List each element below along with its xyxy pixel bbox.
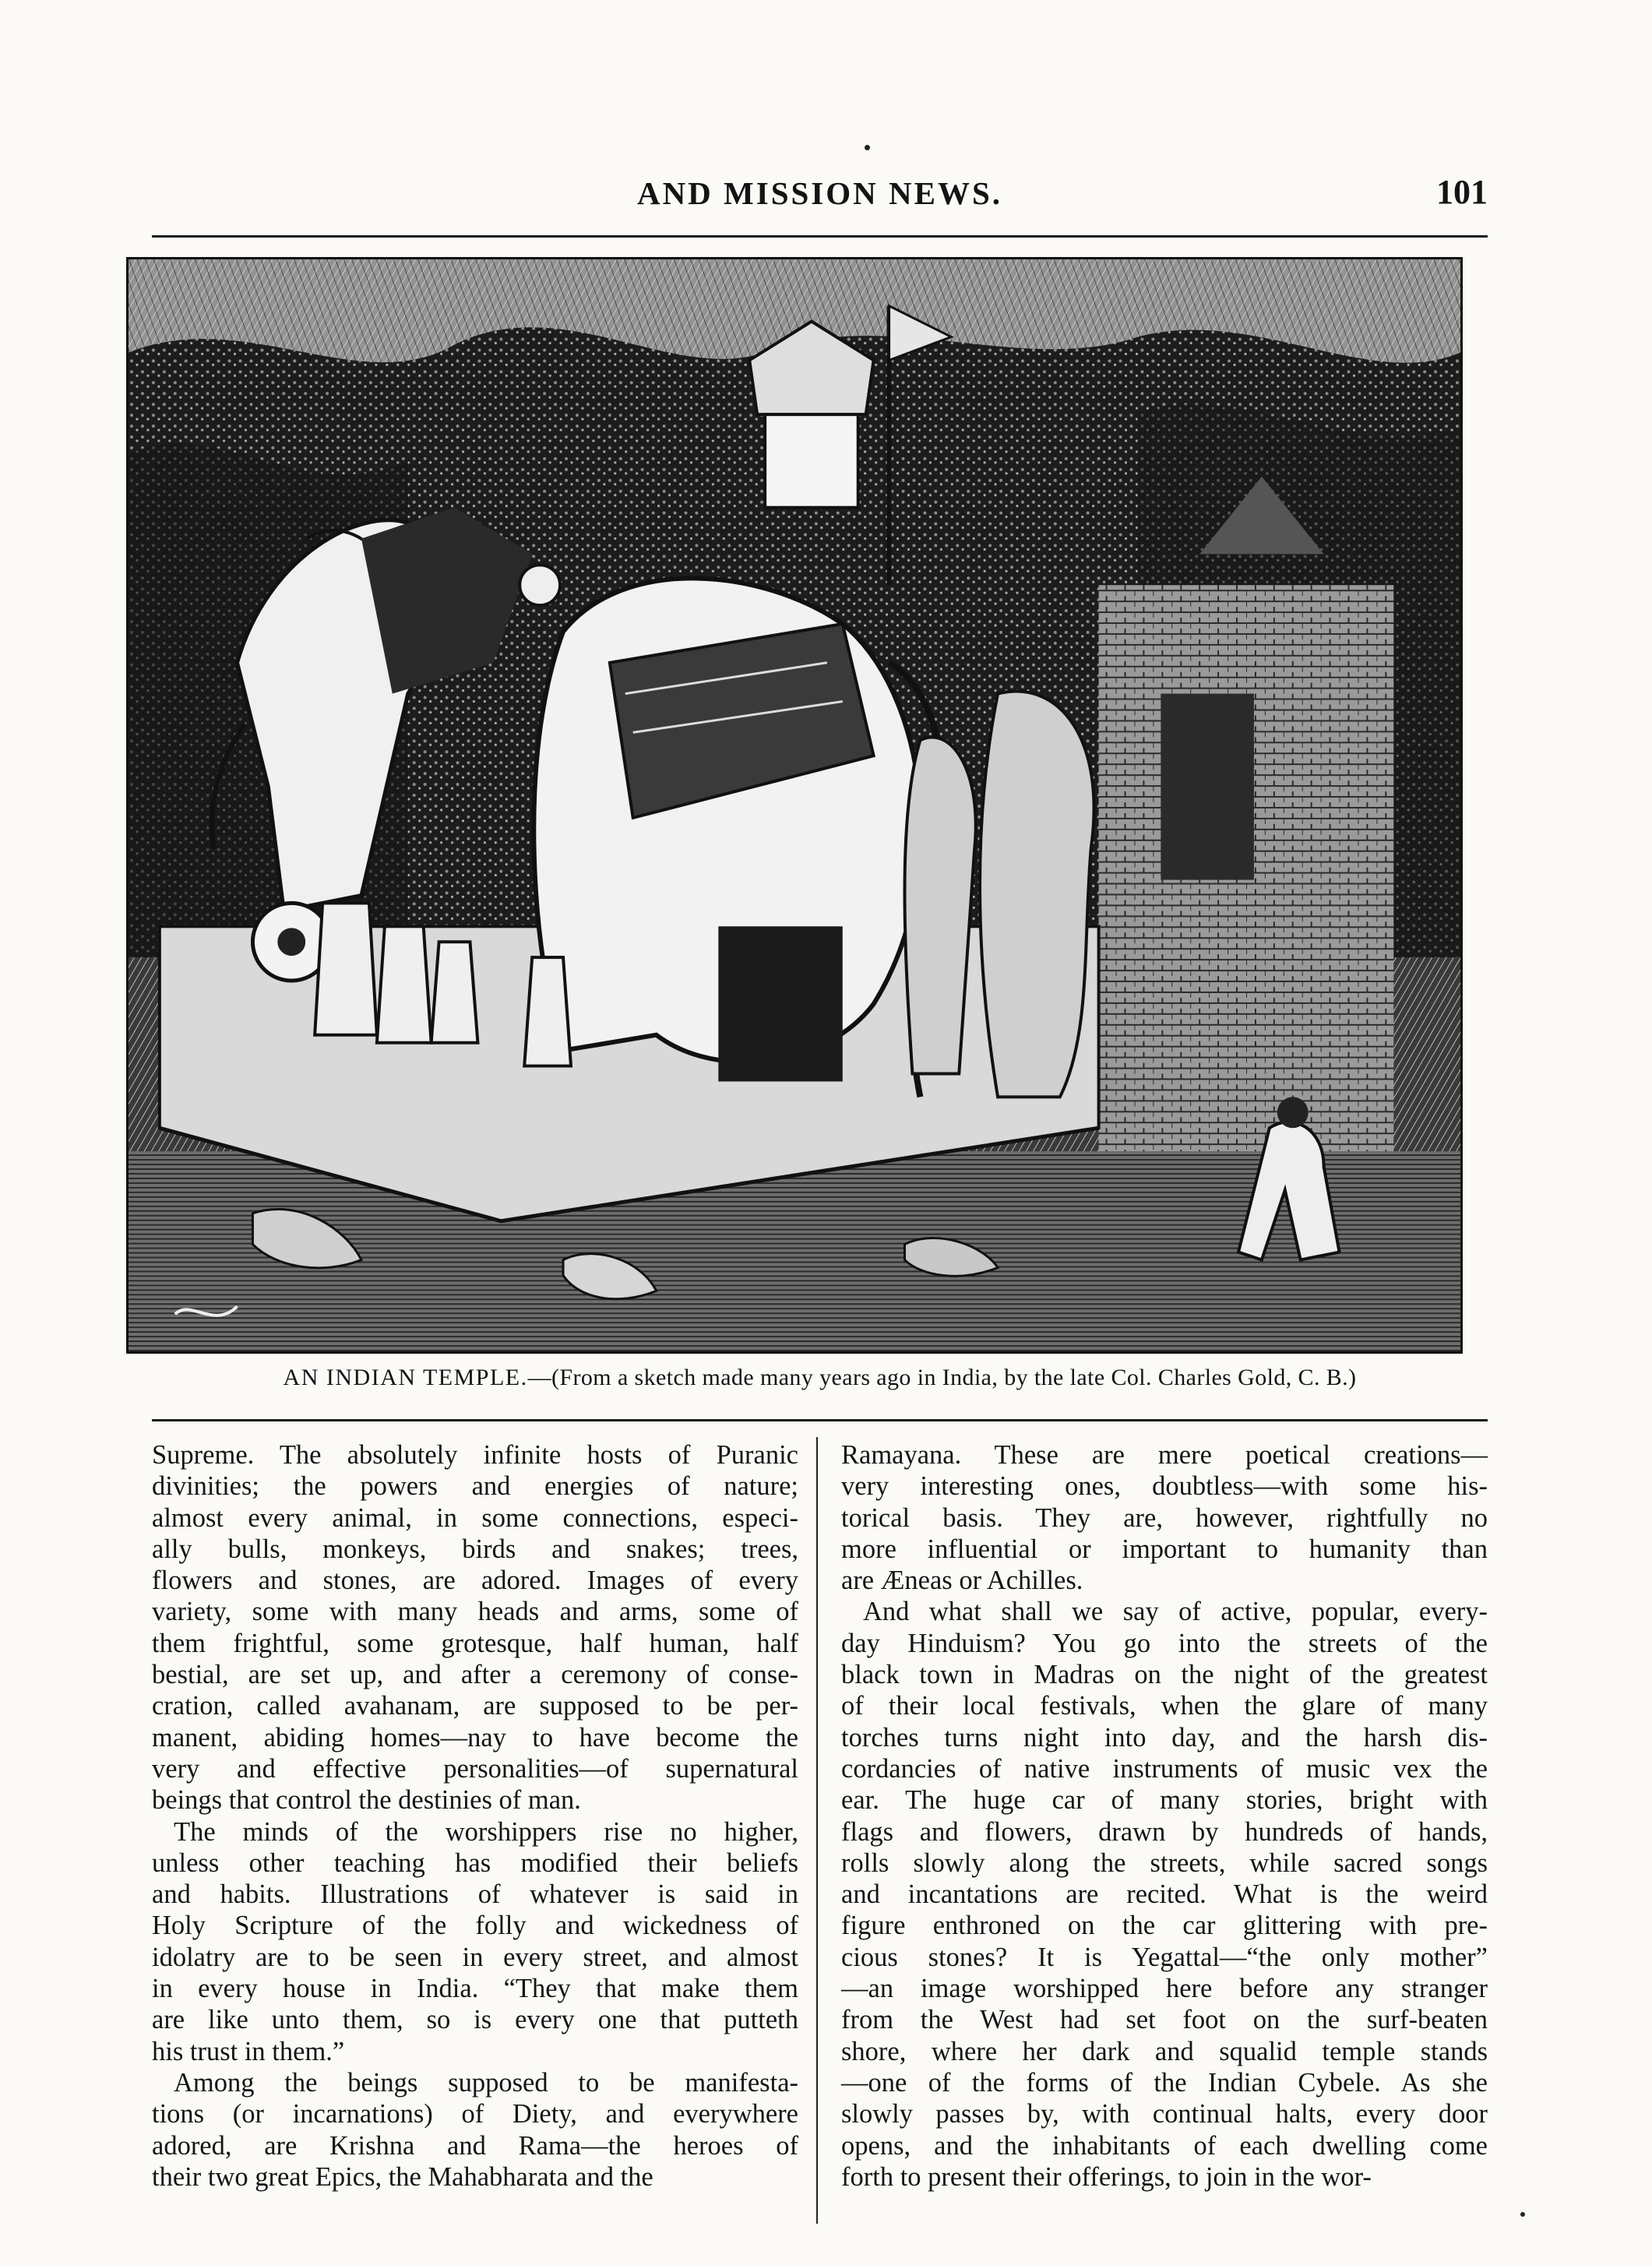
text-line: Among the beings supposed to be manifesta-: [174, 2067, 798, 2098]
text-line: are Æneas or Achilles.: [841, 1566, 1083, 1596]
temple-illustration: [126, 257, 1463, 1354]
text-line: ally bulls, monkeys, birds and snakes; trees,: [152, 1534, 798, 1564]
text-line: Holy Scripture of the folly and wickedness of: [152, 1911, 798, 1941]
text-line: from the West had set foot on the surf-beaten: [841, 2005, 1488, 2035]
text-line: very interesting ones, doubtless—with some his-: [841, 1471, 1488, 1502]
text-line: flags and flowers, drawn by hundreds of hands,: [841, 1816, 1488, 1847]
text-line: forth to present their offerings, to join in the wor-: [841, 2161, 1372, 2192]
engraving-image: [129, 259, 1460, 1351]
text-line: variety, some with many heads and arms, some of: [152, 1597, 798, 1627]
text-line: black town in Madras on the night of the greatest: [841, 1660, 1488, 1690]
text-line: idolatry are to be seen in every street, and almost: [152, 1942, 798, 1972]
text-line: of their local festivals, when the glare of many: [841, 1691, 1488, 1721]
text-line: slowly passes by, with continual halts, every door: [841, 2099, 1488, 2129]
text-line: in every house in India. “They that make them: [152, 1974, 798, 2004]
page-number: 101: [1436, 173, 1488, 211]
text-line: —one of the forms of the Indian Cybele. As she: [841, 2067, 1488, 2098]
print-speck: [1520, 2212, 1525, 2217]
text-line: day Hinduism? You go into the streets of the: [841, 1628, 1488, 1658]
running-head: [152, 160, 1488, 215]
text-line: torical basis. They are, however, rightfully no: [841, 1502, 1488, 1533]
text-line: adored, are Krishna and Rama—the heroes of: [152, 2130, 798, 2161]
text-line: manent, abiding homes—nay to have become the: [152, 1722, 798, 1752]
paragraph: [841, 1596, 1488, 2193]
text-column-left: [152, 1439, 798, 2193]
text-line: Supreme. The absolutely infinite hosts of Puranic: [152, 1440, 798, 1470]
text-line: bestial, are set up, and after a ceremony of conse-: [152, 1660, 798, 1690]
running-title: AND MISSION NEWS.: [636, 175, 1003, 211]
text-line: their two great Epics, the Mahabharata and the: [152, 2161, 653, 2192]
paragraph: [152, 1816, 798, 2067]
text-line: and habits. Illustrations of whatever is said in: [152, 1879, 798, 1910]
paragraph: [152, 1439, 798, 1816]
caption-title: AN INDIAN TEMPLE.: [283, 1365, 528, 1390]
text-line: torches turns night into day, and the harsh dis-: [841, 1722, 1488, 1752]
text-line: figure enthroned on the car glittering with pre-: [841, 1911, 1488, 1941]
text-line: And what shall we say of active, popular, every-: [863, 1597, 1488, 1627]
text-line: divinities; the powers and energies of nature;: [152, 1471, 798, 1502]
text-line: his trust in them.”: [152, 2036, 345, 2066]
text-line: Ramayana. These are mere poetical creations—: [841, 1440, 1488, 1470]
text-line: them frightful, some grotesque, half human, half: [152, 1628, 798, 1658]
text-line: almost every animal, in some connections, especi-: [152, 1502, 798, 1533]
text-column-right: [841, 1439, 1488, 2193]
text-line: tions (or incarnations) of Diety, and everywhere: [152, 2099, 798, 2129]
print-speck: [865, 145, 870, 150]
text-line: The minds of the worshippers rise no higher,: [174, 1816, 798, 1847]
text-line: opens, and the inhabitants of each dwelling come: [841, 2130, 1488, 2161]
text-line: cration, called avahanam, are supposed to be per-: [152, 1691, 798, 1721]
text-line: more influential or important to humanity than: [841, 1534, 1488, 1564]
text-line: very and effective personalities—of supernatural: [152, 1753, 798, 1784]
text-line: —an image worshipped here before any stranger: [841, 1974, 1488, 2004]
paragraph: [152, 2067, 798, 2193]
text-line: beings that control the destinies of man.: [152, 1785, 581, 1816]
text-line: unless other teaching has modified their beliefs: [152, 1848, 798, 1878]
header-rule: [152, 235, 1488, 238]
text-line: cordancies of native instruments of music vex the: [841, 1753, 1488, 1784]
column-divider: [816, 1437, 818, 2224]
text-line: shore, where her dark and squalid temple stands: [841, 2036, 1488, 2066]
text-line: rolls slowly along the streets, while sacred songs: [841, 1848, 1488, 1878]
figure-caption: [152, 1365, 1488, 1391]
caption-rule: [152, 1419, 1488, 1421]
paragraph: [841, 1439, 1488, 1596]
text-line: cious stones? It is Yegattal—“the only mother”: [841, 1942, 1488, 1972]
text-line: flowers and stones, are adored. Images of every: [152, 1566, 798, 1596]
text-line: ear. The huge car of many stories, bright with: [841, 1785, 1488, 1816]
text-line: and incantations are recited. What is the weird: [841, 1879, 1488, 1910]
caption-credit: —(From a sketch made many years ago in India, by the late Col. Charles Gold, C. B.): [527, 1365, 1357, 1390]
text-line: are like unto them, so is every one that putteth: [152, 2005, 798, 2035]
